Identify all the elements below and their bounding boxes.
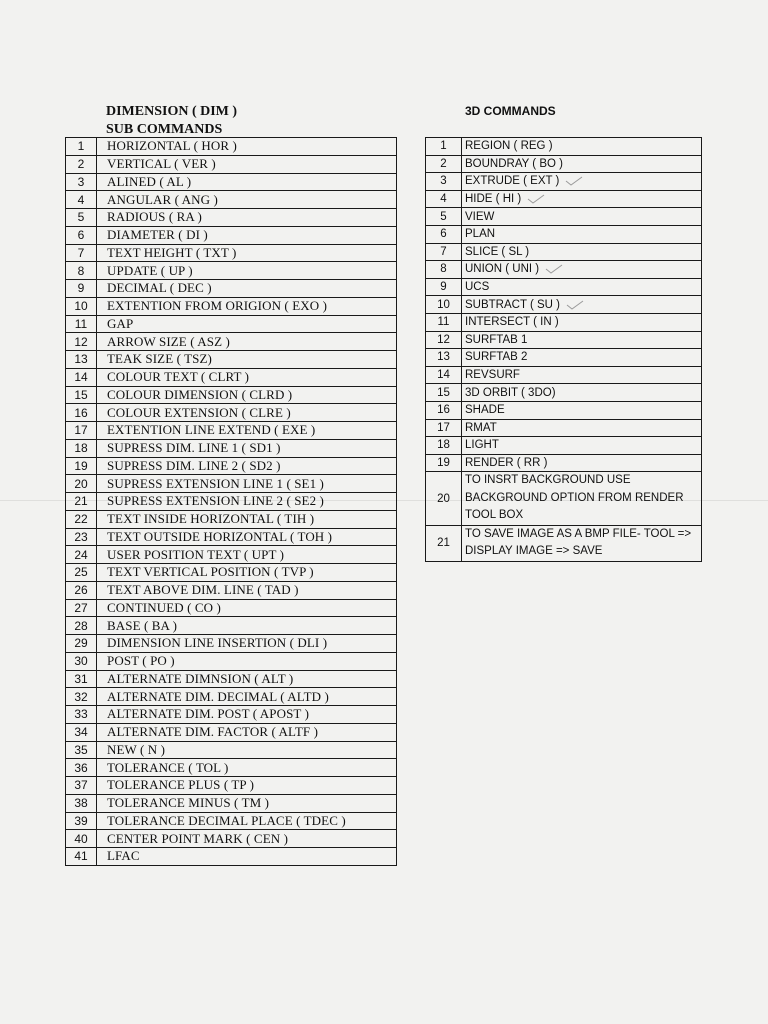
command-label: TO SAVE IMAGE AS A BMP FILE- TOOL => DISPLAY IMAGE => SAVE — [465, 527, 692, 558]
row-number: 27 — [66, 599, 97, 617]
command-label: BOUNDRAY ( BO ) — [465, 157, 563, 170]
command-label: SLICE ( SL ) — [465, 245, 530, 258]
command-name: BASE ( BA ) — [97, 617, 397, 635]
command-name — [462, 437, 702, 455]
row-number: 13 — [66, 351, 97, 369]
table-row — [426, 155, 702, 173]
row-number: 12 — [66, 333, 97, 351]
table-row — [426, 525, 702, 561]
table-row — [426, 225, 702, 243]
table-row — [66, 652, 397, 670]
command-name — [462, 190, 702, 208]
command-name: USER POSITION TEXT ( UPT ) — [97, 546, 397, 564]
row-number: 5 — [426, 208, 462, 226]
row-number: 41 — [66, 848, 97, 866]
row-number: 13 — [426, 349, 462, 367]
table-row — [426, 437, 702, 455]
command-name: ARROW SIZE ( ASZ ) — [97, 333, 397, 351]
table-row — [66, 777, 397, 795]
table-row — [66, 386, 397, 404]
command-name: HORIZONTAL ( HOR ) — [97, 138, 397, 156]
row-number: 11 — [66, 315, 97, 333]
row-number: 14 — [426, 366, 462, 384]
table-row — [66, 138, 397, 156]
table-row — [426, 190, 702, 208]
command-name: VERTICAL ( VER ) — [97, 155, 397, 173]
table-row — [66, 723, 397, 741]
table-row — [426, 472, 702, 526]
row-number: 7 — [426, 243, 462, 261]
table-row — [66, 173, 397, 191]
row-number: 4 — [66, 191, 97, 209]
command-name — [462, 138, 702, 156]
command-name: COLOUR EXTENSION ( CLRE ) — [97, 404, 397, 422]
row-number: 9 — [66, 280, 97, 298]
row-number: 1 — [66, 138, 97, 156]
command-name — [462, 155, 702, 173]
command-name: SUPRESS DIM. LINE 2 ( SD2 ) — [97, 457, 397, 475]
row-number: 8 — [66, 262, 97, 280]
command-label: SUBTRACT ( SU ) — [465, 298, 560, 311]
row-number: 36 — [66, 759, 97, 777]
dimension-sub-commands-table — [65, 137, 397, 866]
command-name: ANGULAR ( ANG ) — [97, 191, 397, 209]
table-row — [66, 670, 397, 688]
row-number: 21 — [426, 525, 462, 561]
table-row — [66, 794, 397, 812]
row-number: 40 — [66, 830, 97, 848]
row-number: 39 — [66, 812, 97, 830]
table-row — [66, 351, 397, 369]
table-row — [66, 706, 397, 724]
command-name: TEXT VERTICAL POSITION ( TVP ) — [97, 564, 397, 582]
command-label: REGION ( REG ) — [465, 140, 553, 153]
command-name: TOLERANCE MINUS ( TM ) — [97, 794, 397, 812]
table-row — [426, 384, 702, 402]
3d-commands-table — [425, 137, 702, 562]
table-row — [66, 635, 397, 653]
row-number: 19 — [66, 457, 97, 475]
table-row — [426, 366, 702, 384]
command-label: LIGHT — [465, 439, 499, 452]
command-name: NEW ( N ) — [97, 741, 397, 759]
command-name: RADIOUS ( RA ) — [97, 209, 397, 227]
command-name: DIMENSION LINE INSERTION ( DLI ) — [97, 635, 397, 653]
row-number: 30 — [66, 652, 97, 670]
row-number: 17 — [426, 419, 462, 437]
command-name — [462, 366, 702, 384]
row-number: 2 — [426, 155, 462, 173]
command-name: TOLERANCE DECIMAL PLACE ( TDEC ) — [97, 812, 397, 830]
command-name — [462, 419, 702, 437]
table-row — [426, 173, 702, 191]
command-label: EXTRUDE ( EXT ) — [465, 175, 560, 188]
check-mark-icon — [566, 300, 584, 310]
command-name: CONTINUED ( CO ) — [97, 599, 397, 617]
command-name: LFAC — [97, 848, 397, 866]
command-label: 3D ORBIT ( 3DO) — [465, 386, 556, 399]
command-label: VIEW — [465, 210, 495, 223]
row-number: 24 — [66, 546, 97, 564]
row-number: 4 — [426, 190, 462, 208]
table-row — [66, 226, 397, 244]
commands3d-title: 3D COMMANDS — [465, 104, 556, 118]
command-name: TEXT INSIDE HORIZONTAL ( TIH ) — [97, 510, 397, 528]
table-row — [66, 581, 397, 599]
command-name — [462, 472, 702, 526]
command-name — [462, 313, 702, 331]
table-row — [66, 599, 397, 617]
command-name — [462, 243, 702, 261]
command-name: TEXT HEIGHT ( TXT ) — [97, 244, 397, 262]
row-number: 19 — [426, 454, 462, 472]
table-row — [426, 208, 702, 226]
table-row — [66, 262, 397, 280]
table-row — [66, 759, 397, 777]
command-name: POST ( PO ) — [97, 652, 397, 670]
table-row — [66, 457, 397, 475]
row-number: 6 — [66, 226, 97, 244]
row-number: 32 — [66, 688, 97, 706]
row-number: 6 — [426, 225, 462, 243]
command-name: COLOUR TEXT ( CLRT ) — [97, 368, 397, 386]
table-row — [426, 278, 702, 296]
row-number: 20 — [426, 472, 462, 526]
command-name: ALINED ( AL ) — [97, 173, 397, 191]
command-label: SURFTAB 2 — [465, 351, 528, 364]
row-number: 16 — [426, 401, 462, 419]
command-name: CENTER POINT MARK ( CEN ) — [97, 830, 397, 848]
row-number: 15 — [66, 386, 97, 404]
table-row — [426, 138, 702, 156]
command-name: ALTERNATE DIM. DECIMAL ( ALTD ) — [97, 688, 397, 706]
row-number: 31 — [66, 670, 97, 688]
command-name: UPDATE ( UP ) — [97, 262, 397, 280]
command-name — [462, 261, 702, 279]
command-name — [462, 349, 702, 367]
table-row — [426, 349, 702, 367]
command-name — [462, 208, 702, 226]
table-row — [66, 564, 397, 582]
command-name: DECIMAL ( DEC ) — [97, 280, 397, 298]
table-row — [66, 528, 397, 546]
table-row — [66, 493, 397, 511]
command-name: DIAMETER ( DI ) — [97, 226, 397, 244]
table-row — [66, 280, 397, 298]
row-number: 7 — [66, 244, 97, 262]
row-number: 5 — [66, 209, 97, 227]
table-row — [66, 741, 397, 759]
command-name — [462, 173, 702, 191]
row-number: 28 — [66, 617, 97, 635]
table-row — [426, 313, 702, 331]
table-row — [66, 546, 397, 564]
table-row — [426, 401, 702, 419]
command-label: RENDER ( RR ) — [465, 456, 548, 469]
table-row — [66, 368, 397, 386]
table-row — [426, 296, 702, 314]
row-number: 38 — [66, 794, 97, 812]
command-name — [462, 454, 702, 472]
command-label: INTERSECT ( IN ) — [465, 316, 559, 329]
row-number: 2 — [66, 155, 97, 173]
command-label: HIDE ( HI ) — [465, 193, 522, 206]
command-label: UCS — [465, 281, 490, 294]
command-name: EXTENTION LINE EXTEND ( EXE ) — [97, 422, 397, 440]
row-number: 8 — [426, 261, 462, 279]
table-row — [66, 244, 397, 262]
row-number: 25 — [66, 564, 97, 582]
row-number: 1 — [426, 138, 462, 156]
table-row — [66, 830, 397, 848]
command-name: ALTERNATE DIMNSION ( ALT ) — [97, 670, 397, 688]
check-mark-icon — [527, 194, 545, 204]
table-row — [66, 510, 397, 528]
command-name — [462, 278, 702, 296]
command-label: UNION ( UNI ) — [465, 263, 540, 276]
table-row — [66, 315, 397, 333]
row-number: 21 — [66, 493, 97, 511]
command-name — [462, 331, 702, 349]
row-number: 22 — [66, 510, 97, 528]
table-row — [66, 688, 397, 706]
table-row — [426, 261, 702, 279]
command-label: REVSURF — [465, 369, 520, 382]
command-name — [462, 401, 702, 419]
table-row — [66, 422, 397, 440]
command-name: TEXT OUTSIDE HORIZONTAL ( TOH ) — [97, 528, 397, 546]
row-number: 3 — [66, 173, 97, 191]
table-row — [66, 617, 397, 635]
command-name: SUPRESS EXTENSION LINE 1 ( SE1 ) — [97, 475, 397, 493]
row-number: 20 — [66, 475, 97, 493]
row-number: 37 — [66, 777, 97, 795]
table-row — [66, 475, 397, 493]
row-number: 33 — [66, 706, 97, 724]
table-row — [66, 812, 397, 830]
command-name: EXTENTION FROM ORIGION ( EXO ) — [97, 297, 397, 315]
row-number: 17 — [66, 422, 97, 440]
row-number: 12 — [426, 331, 462, 349]
row-number: 15 — [426, 384, 462, 402]
command-name: GAP — [97, 315, 397, 333]
dimension-subtitle: SUB COMMANDS — [106, 122, 223, 137]
command-label: PLAN — [465, 228, 496, 241]
table-row — [426, 243, 702, 261]
row-number: 23 — [66, 528, 97, 546]
command-name: ALTERNATE DIM. POST ( APOST ) — [97, 706, 397, 724]
check-mark-icon — [565, 176, 583, 186]
table-row — [66, 404, 397, 422]
row-number: 18 — [66, 439, 97, 457]
row-number: 34 — [66, 723, 97, 741]
command-label: TO INSRT BACKGROUND USE BACKGROUND OPTION FROM RENDER TOOL BOX — [465, 474, 684, 522]
row-number: 29 — [66, 635, 97, 653]
table-row — [426, 331, 702, 349]
table-row — [66, 191, 397, 209]
command-label: SURFTAB 1 — [465, 333, 528, 346]
command-name — [462, 525, 702, 561]
row-number: 18 — [426, 437, 462, 455]
command-name — [462, 296, 702, 314]
table-row — [66, 333, 397, 351]
table-row — [66, 209, 397, 227]
table-row — [66, 439, 397, 457]
command-name: TOLERANCE ( TOL ) — [97, 759, 397, 777]
command-name — [462, 384, 702, 402]
row-number: 14 — [66, 368, 97, 386]
command-name — [462, 225, 702, 243]
command-name: ALTERNATE DIM. FACTOR ( ALTF ) — [97, 723, 397, 741]
table-row — [66, 848, 397, 866]
row-number: 3 — [426, 173, 462, 191]
command-name: SUPRESS DIM. LINE 1 ( SD1 ) — [97, 439, 397, 457]
row-number: 10 — [426, 296, 462, 314]
command-name: TOLERANCE PLUS ( TP ) — [97, 777, 397, 795]
row-number: 16 — [66, 404, 97, 422]
table-row — [66, 155, 397, 173]
row-number: 26 — [66, 581, 97, 599]
row-number: 35 — [66, 741, 97, 759]
table-row — [66, 297, 397, 315]
dimension-title: DIMENSION ( DIM ) — [106, 104, 238, 119]
row-number: 10 — [66, 297, 97, 315]
command-label: SHADE — [465, 404, 505, 417]
row-number: 11 — [426, 313, 462, 331]
table-row — [426, 454, 702, 472]
table-row — [426, 419, 702, 437]
command-name: TEXT ABOVE DIM. LINE ( TAD ) — [97, 581, 397, 599]
check-mark-icon — [545, 264, 563, 274]
command-name: TEAK SIZE ( TSZ) — [97, 351, 397, 369]
command-label: RMAT — [465, 421, 497, 434]
command-name: SUPRESS EXTENSION LINE 2 ( SE2 ) — [97, 493, 397, 511]
row-number: 9 — [426, 278, 462, 296]
command-name: COLOUR DIMENSION ( CLRD ) — [97, 386, 397, 404]
